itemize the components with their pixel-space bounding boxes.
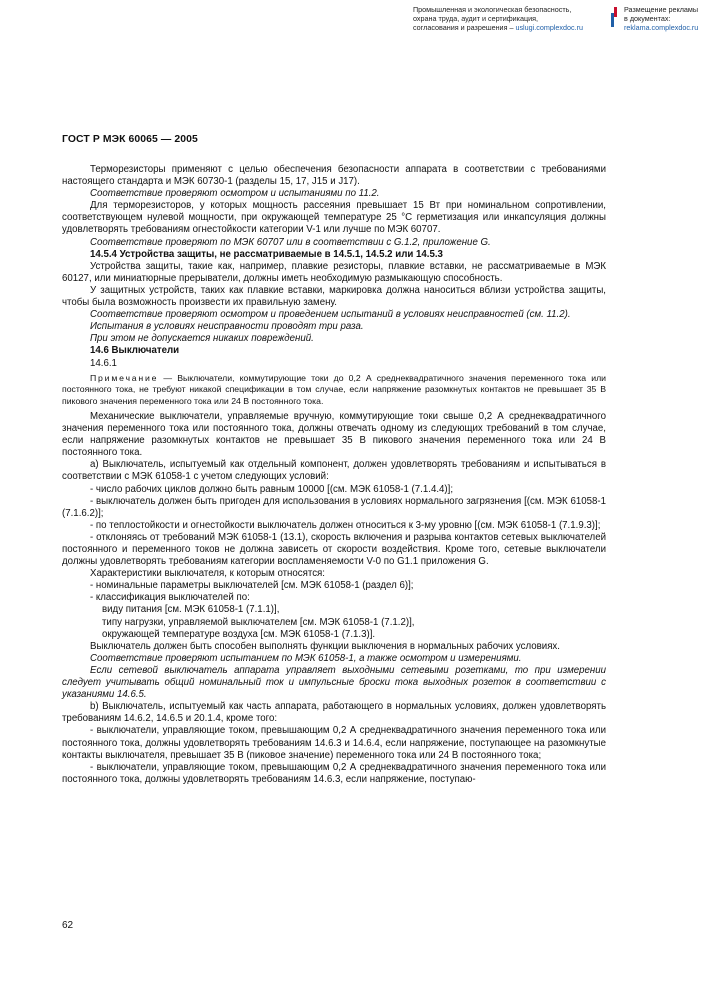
header-right-block (624, 5, 710, 32)
list-item: - выключатели, управляющие током, превышающим 0,2 А среднеквадратичного значения переменного тока или постоянного тока, должны удовлетворять требованиям 14.6.3, если напряжение, поступаю- (62, 761, 606, 785)
list-item: - число рабочих циклов должно быть равным 10000 [(см. МЭК 61058-1 (7.1.4.4)]; (90, 483, 454, 495)
paragraph: Терморезисторы применяют с целью обеспечения безопасности аппарата в соответствии с требованиями настоящего стандарта и МЭК 60730-1 (разделы 15, 17, J15 и J17). (62, 164, 606, 188)
header-left-line-2: охрана труда, аудит и сертификация, (413, 14, 538, 23)
list-item: - выключатели, управляющие током, превышающим 0,2 А среднеквадратичного значения переменного тока или постоянного тока, должны удовлетворять требованиям 14.6.3 и 14.6.4, если напряжение, поступающее на разомкнутые контакты выключателя, превышает 35 В (пиковое значение) переменного тока или 24 В постоянного тока; (62, 725, 606, 761)
section-heading-14-6: 14.6 Выключатели (90, 345, 180, 357)
compliance-paragraph: Соответствие проверяют осмотром и проведением испытаний в условиях неисправностей (см. 11.2). (90, 309, 571, 321)
paragraph: Устройства защиты, такие как, например, плавкие резисторы, плавкие вставки, не рассматриваемые в МЭК 60127, или миниатюрные прерыватели, должны иметь необходимую размыкающую способность. (62, 260, 606, 284)
paragraph: Механические выключатели, управляемые вручную, коммутирующие токи свыше 0,2 А среднеквадратичного значения переменного тока или постоянного тока, должны отвечать одному из следующих требований в том случае, если напряжение разомкнутых контактов не превышает 35 В пикового значения переменного тока или 24 В постоянного тока. (62, 410, 606, 459)
note-text: — Выключатели, коммутирующие токи до 0,2 А среднеквадратичного значения переменного тока или постоянного тока, не требуют никакой спецификации в том случае, если напряжение разомкнутых контактов не превышает 35 В пикового значения переменного тока или 24 В постоянного тока. (62, 372, 606, 407)
document-title: ГОСТ Р МЭК 60065 — 2005 (62, 134, 198, 145)
header-left-block (413, 5, 605, 32)
list-item: - по теплостойкости и огнестойкости выключатель должен относиться к 3-му уровню [(см. МЭК 61058-1 (7.1.9.3)]; (90, 519, 601, 531)
sub-list-item: окружающей температуре воздуха [см. МЭК 61058-1 (7.1.3)]. (102, 628, 376, 640)
compliance-paragraph: При этом не допускается никаких повреждений. (90, 333, 314, 345)
compliance-paragraph: Соответствие проверяют испытанием по МЭК 61058-1, а также осмотром и измерениями. (90, 652, 522, 664)
paragraph: Характеристики выключателя, к которым относятся: (90, 568, 325, 580)
header-right-line-2: в документах: (624, 14, 671, 23)
uslugi-link[interactable]: uslugi.complexdoc.ru (515, 23, 583, 32)
section-heading-14-5-4: 14.5.4 Устройства защиты, не рассматриваемые в 14.5.1, 14.5.2 или 14.5.3 (90, 248, 443, 260)
paragraph: Для терморезисторов, у которых мощность рассеяния превышает 15 Вт при номинальном сопротивлении, соответствующем нулевой мощности, при окружающей температуре 25 °С герметизация или инкапсуляция должны удовлетворять требованиям огнестойкости категории V-1 или лучше по МЭК 60707. (62, 200, 606, 236)
paragraph: Выключатель должен быть способен выполнять функции выключения в нормальных рабочих условиях. (90, 640, 560, 652)
header-left-line-1: Промышленная и экологическая безопасность, (413, 5, 572, 14)
header-left-line-3-text: согласования и разрешения – (413, 23, 514, 32)
note-paragraph (62, 373, 606, 408)
sub-list-item: типу нагрузки, управляемой выключателем [см. МЭК 61058-1 (7.1.2)], (102, 616, 415, 628)
subsection-number: 14.6.1 (90, 357, 117, 369)
header-logo-bar (611, 7, 617, 27)
document-body (62, 164, 606, 786)
compliance-paragraph: Соответствие проверяют осмотром и испытаниями по 11.2. (90, 188, 380, 200)
paragraph: b) Выключатель, испытуемый как часть аппарата, работающего в нормальных условиях, должен удовлетворять требованиям 14.6.2, 14.6.5 и 20.1.4, кроме того: (62, 701, 606, 725)
page-number: 62 (62, 920, 74, 931)
list-item: - отклоняясь от требований МЭК 61058-1 (13.1), скорость включения и разрыва контактов сетевых выключателей постоянного и переменного токов не должна зависеть от скорости воздействия. Кроме того, сетевые выключатели должны удовлетворять требованиям категории воспламеняемости V-0 по G1.1 приложения G. (62, 531, 606, 568)
list-item: - классификация выключателей по: (90, 592, 250, 604)
paragraph: У защитных устройств, таких как плавкие вставки, маркировка должна наноситься вблизи устройства защиты, чтобы была возможность произвести их правильную замену. (62, 284, 606, 309)
paragraph: а) Выключатель, испытуемый как отдельный компонент, должен удовлетворять требованиям и испытываться в соответствии с МЭК 61058-1 с учетом следующих условий: (62, 459, 606, 483)
sub-list-item: виду питания [см. МЭК 61058-1 (7.1.1)], (102, 604, 280, 616)
header-left-line-3 (413, 23, 605, 32)
note-label: Примечание (90, 372, 159, 383)
reklama-link[interactable]: reklama.complexdoc.ru (624, 23, 699, 32)
header-right-line-1: Размещение рекламы (624, 5, 699, 14)
list-item: - номинальные параметры выключателей [см. МЭК 61058-1 (раздел 6)]; (90, 580, 414, 592)
list-item: - выключатель должен быть пригоден для использования в условиях нормального загрязнения [(см. МЭК 61058-1 (7.1.6.2)]; (62, 495, 606, 519)
compliance-paragraph: Соответствие проверяют по МЭК 60707 или в соответствии с G.1.2, приложение G. (90, 236, 491, 248)
compliance-paragraph: Если сетевой выключатель аппарата управляет выходными сетевыми розетками, то при измерении следует учитывать общий номинальный ток и импульсные броски тока выходных розеток в соответствии с указаниями 14.6.5. (62, 664, 606, 701)
compliance-paragraph: Испытания в условиях неисправности проводят три раза. (90, 321, 364, 333)
